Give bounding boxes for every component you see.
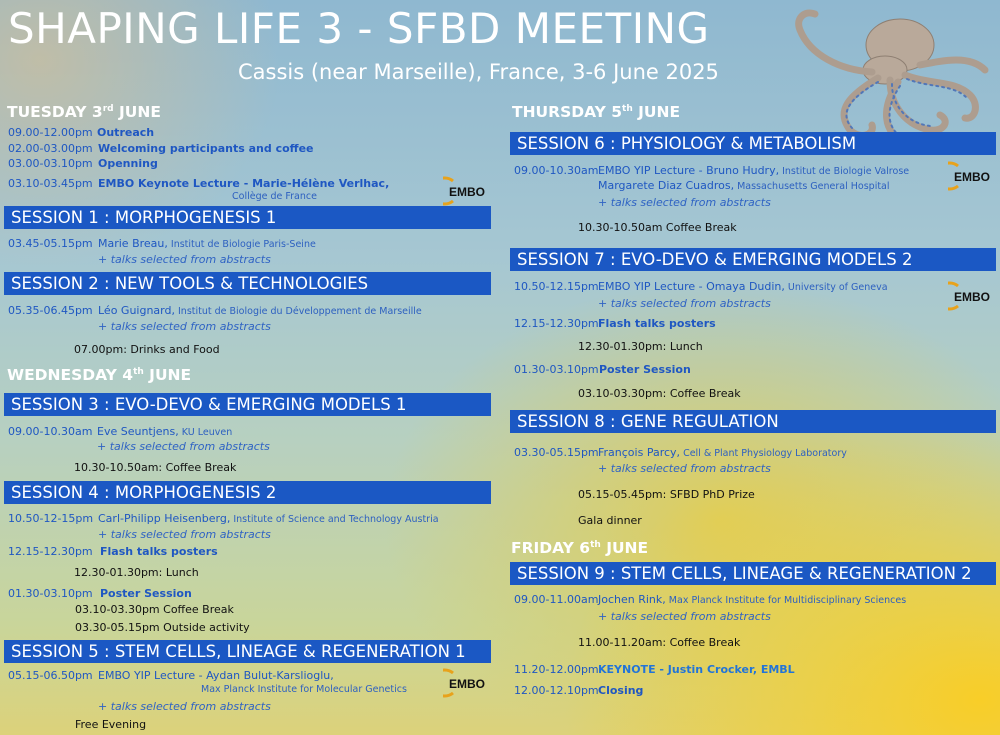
schedule-time: 02.00-03.00pm — [8, 142, 93, 155]
speaker: Eve Seuntjens, KU Leuven — [97, 425, 233, 438]
talks-note: + talks selected from abstracts — [98, 253, 271, 266]
schedule-item: Free Evening — [75, 718, 147, 731]
schedule-item: Flash talks posters — [100, 545, 218, 558]
schedule-time: 09.00-12.00pm — [8, 126, 93, 139]
speaker: François Parcy, Cell & Plant Physiology Laboratory — [598, 446, 847, 459]
session-7-header: SESSION 7 : EVO-DEVO & EMERGING MODELS 2 — [510, 248, 996, 271]
page-subtitle: Cassis (near Marseille), France, 3-6 June 2025 — [238, 60, 719, 84]
session-8-header: SESSION 8 : GENE REGULATION — [510, 410, 996, 433]
schedule-item: Poster Session — [599, 363, 691, 376]
schedule-item: KEYNOTE - Justin Crocker, EMBL — [598, 663, 795, 676]
schedule-item: Gala dinner — [578, 514, 642, 527]
talks-note: + talks selected from abstracts — [598, 610, 771, 623]
session-1-header: SESSION 1 : MORPHOGENESIS 1 — [4, 206, 491, 229]
schedule-item: 03.30-05.15pm Outside activity — [75, 621, 250, 634]
session-5-header: SESSION 5 : STEM CELLS, LINEAGE & REGENERATION 1 — [4, 640, 491, 663]
speaker: EMBO YIP Lecture - Omaya Dudin, University of Geneva — [598, 280, 888, 293]
schedule-time: 11.20-12.00pm — [514, 663, 599, 676]
octopus-illustration — [780, 0, 1000, 145]
day-heading-tuesday: TUESDAY 3rd JUNE — [7, 103, 161, 121]
talks-note: + talks selected from abstracts — [98, 528, 271, 541]
schedule-item: Poster Session — [100, 587, 192, 600]
schedule-time: 12.15-12.30pm — [8, 545, 93, 558]
talks-note: + talks selected from abstracts — [598, 297, 771, 310]
schedule-item: EMBO Keynote Lecture - Marie-Hélène Verlhac, — [98, 177, 390, 190]
speaker: Margarete Diaz Cuadros, Massachusetts General Hospital — [598, 179, 890, 192]
day-heading-wednesday: WEDNESDAY 4th JUNE — [7, 366, 192, 384]
schedule-time: 01.30-03.10pm — [8, 587, 93, 600]
schedule-item: Outreach — [97, 126, 155, 139]
talks-note: + talks selected from abstracts — [598, 462, 771, 475]
svg-text:EMBO: EMBO — [449, 677, 485, 691]
schedule-item: 05.15-05.45pm: SFBD PhD Prize — [578, 488, 755, 501]
schedule-item: 10.30-10.50am Coffee Break — [578, 221, 737, 234]
talks-note: + talks selected from abstracts — [98, 320, 271, 333]
schedule-time: 12.00-12.10pm — [514, 684, 599, 697]
schedule-time: 03.45-05.15pm — [8, 237, 93, 250]
session-4-header: SESSION 4 : MORPHOGENESIS 2 — [4, 481, 491, 504]
schedule-item: 07.00pm: Drinks and Food — [74, 343, 220, 356]
schedule-item: 03.10-03.30pm: Coffee Break — [578, 387, 741, 400]
speaker: Marie Breau, Institut de Biologie Paris-Seine — [98, 237, 316, 250]
schedule-time: 09.00-11.00am — [514, 593, 599, 606]
schedule-item: 12.30-01.30pm: Lunch — [578, 340, 703, 353]
schedule-item: 11.00-11.20am: Coffee Break — [578, 636, 741, 649]
session-9-header: SESSION 9 : STEM CELLS, LINEAGE & REGENERATION 2 — [510, 562, 996, 585]
svg-text:EMBO: EMBO — [449, 185, 485, 199]
speaker: Jochen Rink, Max Planck Institute for Multidisciplinary Sciences — [598, 593, 907, 606]
schedule-item: 12.30-01.30pm: Lunch — [74, 566, 199, 579]
schedule-item: Closing — [598, 684, 644, 697]
speaker-affiliation: Collège de France — [232, 191, 317, 202]
session-3-header: SESSION 3 : EVO-DEVO & EMERGING MODELS 1 — [4, 393, 491, 416]
day-heading-thursday: THURSDAY 5th JUNE — [512, 103, 681, 121]
svg-text:EMBO: EMBO — [954, 290, 990, 304]
speaker-affiliation: Max Planck Institute for Molecular Genetics — [201, 684, 407, 695]
embo-logo-icon — [443, 175, 489, 207]
schedule-item: Welcoming participants and coffee — [98, 142, 314, 155]
schedule-time: 12.15-12.30pm — [514, 317, 599, 330]
schedule-item: 10.30-10.50am: Coffee Break — [74, 461, 237, 474]
schedule-item: Flash talks posters — [598, 317, 716, 330]
schedule-time: 09.00-10.30am — [514, 164, 599, 177]
schedule-time: 03.30-05.15pm — [514, 446, 599, 459]
schedule-time: 05.15-06.50pm — [8, 669, 93, 682]
talks-note: + talks selected from abstracts — [598, 196, 771, 209]
speaker: Carl-Philipp Heisenberg, Institute of Science and Technology Austria — [98, 512, 439, 525]
embo-logo-icon — [948, 280, 994, 312]
talks-note: + talks selected from abstracts — [98, 700, 271, 713]
schedule-time: 03.10-03.45pm — [8, 177, 93, 190]
speaker: EMBO YIP Lecture - Aydan Bulut-Karslioglu, — [98, 669, 334, 682]
talks-note: + talks selected from abstracts — [97, 440, 270, 453]
schedule-time: 10.50-12-15pm — [8, 512, 94, 525]
session-2-header: SESSION 2 : NEW TOOLS & TECHNOLOGIES — [4, 272, 491, 295]
day-heading-friday: FRIDAY 6th JUNE — [511, 539, 649, 557]
schedule-time: 09.00-10.30am — [8, 425, 93, 438]
speaker: EMBO YIP Lecture - Bruno Hudry, Institut de Biologie Valrose — [598, 164, 910, 177]
schedule-item: 03.10-03.30pm Coffee Break — [75, 603, 234, 616]
schedule-time: 01.30-03.10pm — [514, 363, 599, 376]
session-6-header: SESSION 6 : PHYSIOLOGY & METABOLISM — [510, 132, 996, 155]
schedule-time: 05.35-06.45pm — [8, 304, 93, 317]
embo-logo-icon — [948, 160, 994, 192]
embo-logo-icon — [443, 667, 489, 699]
svg-text:EMBO: EMBO — [954, 170, 990, 184]
schedule-time: 10.50-12.15pm — [514, 280, 599, 293]
schedule-item: Openning — [98, 157, 158, 170]
schedule-time: 03.00-03.10pm — [8, 157, 93, 170]
speaker: Léo Guignard, Institut de Biologie du Développement de Marseille — [98, 304, 422, 317]
page-title: SHAPING LIFE 3 - SFBD MEETING — [8, 4, 710, 53]
